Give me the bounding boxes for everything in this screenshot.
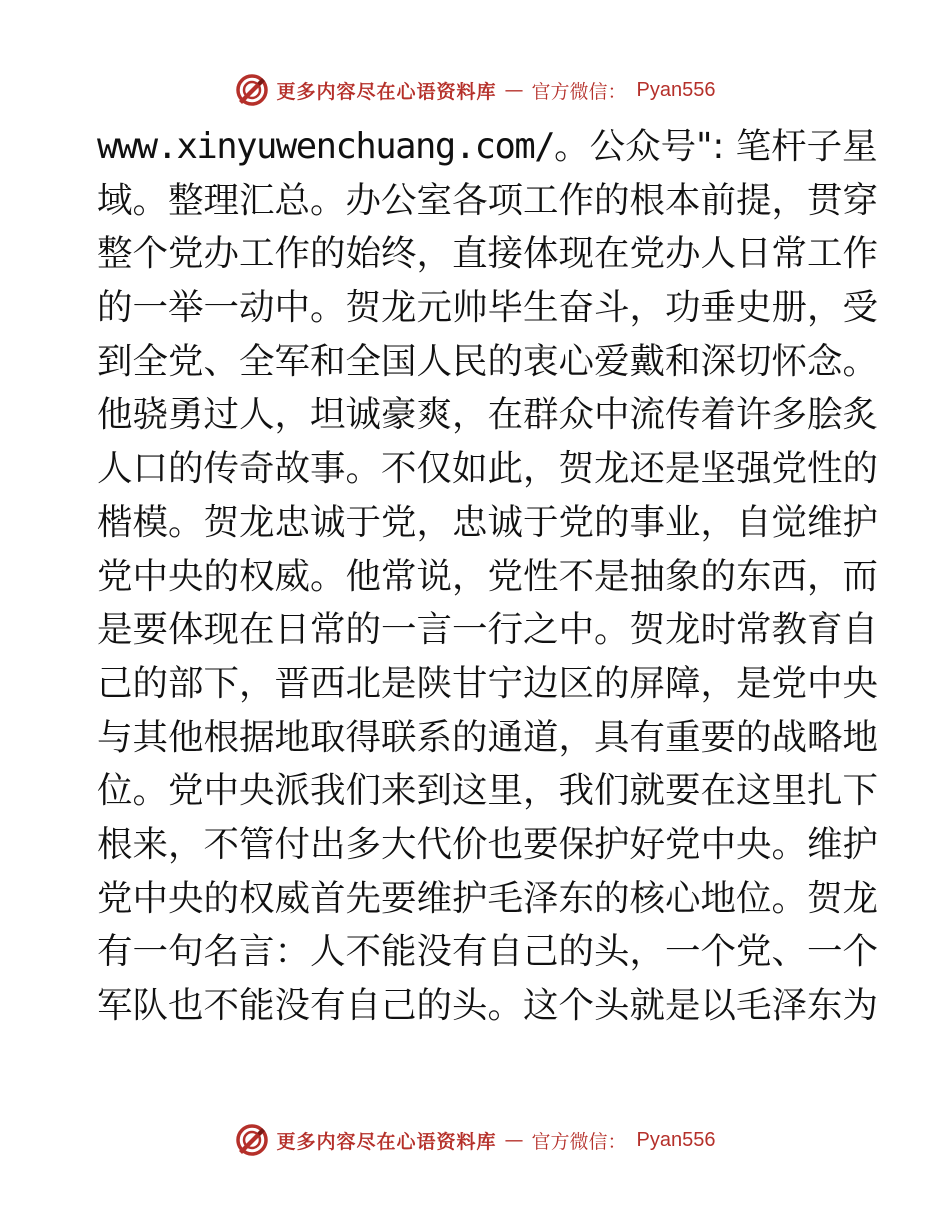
body-line: 根来，不管付出多大代价也要保护好党中央。维护 <box>97 823 879 865</box>
header-banner-content <box>235 73 716 107</box>
body-line: 他骁勇过人，坦诚豪爽，在群众中流传着许多脍炙 <box>97 394 879 436</box>
body-line-1-rest: 。公众号": 笔杆子星 <box>554 126 878 167</box>
header-banner <box>0 68 950 112</box>
document-body <box>97 120 879 1033</box>
footer-banner-content <box>235 1123 716 1157</box>
body-line: 楷模。贺龙忠诚于党，忠诚于党的事业，自觉维护 <box>97 501 879 543</box>
body-line: 有一句名言：人不能没有自己的头，一个党、一个 <box>97 931 879 973</box>
body-line: 域。整理汇总。办公室各项工作的根本前提，贯穿 <box>97 179 879 221</box>
body-line: 党中央的权威。他常说，党性不是抽象的东西，而 <box>97 555 879 597</box>
website-url: www.xinyuwenchuang.com/ <box>97 126 555 167</box>
footer-banner-separator: — <box>504 1129 524 1151</box>
footer-banner-text: 更多内容尽在心语资料库 <box>276 1130 497 1153</box>
header-banner-separator: — <box>504 79 524 101</box>
red-circle-pen-icon <box>235 1123 269 1157</box>
body-line-1 <box>97 120 878 174</box>
footer-banner <box>0 1118 950 1162</box>
body-line: 军队也不能没有自己的头。这个头就是以毛泽东为 <box>97 985 879 1026</box>
body-line: 与其他根据地取得联系的通道，具有重要的战略地 <box>97 716 879 758</box>
body-line: 党中央的权威首先要维护毛泽东的核心地位。贺龙 <box>97 877 879 919</box>
footer-wechat-id: Pyan556 <box>636 1128 716 1151</box>
body-line: 整个党办工作的始终，直接体现在党办人日常工作 <box>97 233 879 275</box>
red-circle-pen-icon <box>235 73 269 107</box>
body-line: 的一举一动中。贺龙元帅毕生奋斗，功垂史册，受 <box>97 287 879 329</box>
footer-wechat-label: 官方微信： <box>531 1130 627 1153</box>
body-line: 人口的传奇故事。不仅如此，贺龙还是坚强党性的 <box>97 448 879 490</box>
header-wechat-id: Pyan556 <box>636 78 716 101</box>
header-banner-text: 更多内容尽在心语资料库 <box>276 80 497 103</box>
body-line: 到全党、全军和全国人民的衷心爱戴和深切怀念。 <box>97 340 879 382</box>
body-line: 己的部下，晋西北是陕甘宁边区的屏障，是党中央 <box>97 662 879 704</box>
header-wechat-label: 官方微信： <box>531 80 627 103</box>
body-line: 位。党中央派我们来到这里，我们就要在这里扎下 <box>97 770 879 812</box>
body-line: 是要体现在日常的一言一行之中。贺龙时常教育自 <box>97 609 879 651</box>
